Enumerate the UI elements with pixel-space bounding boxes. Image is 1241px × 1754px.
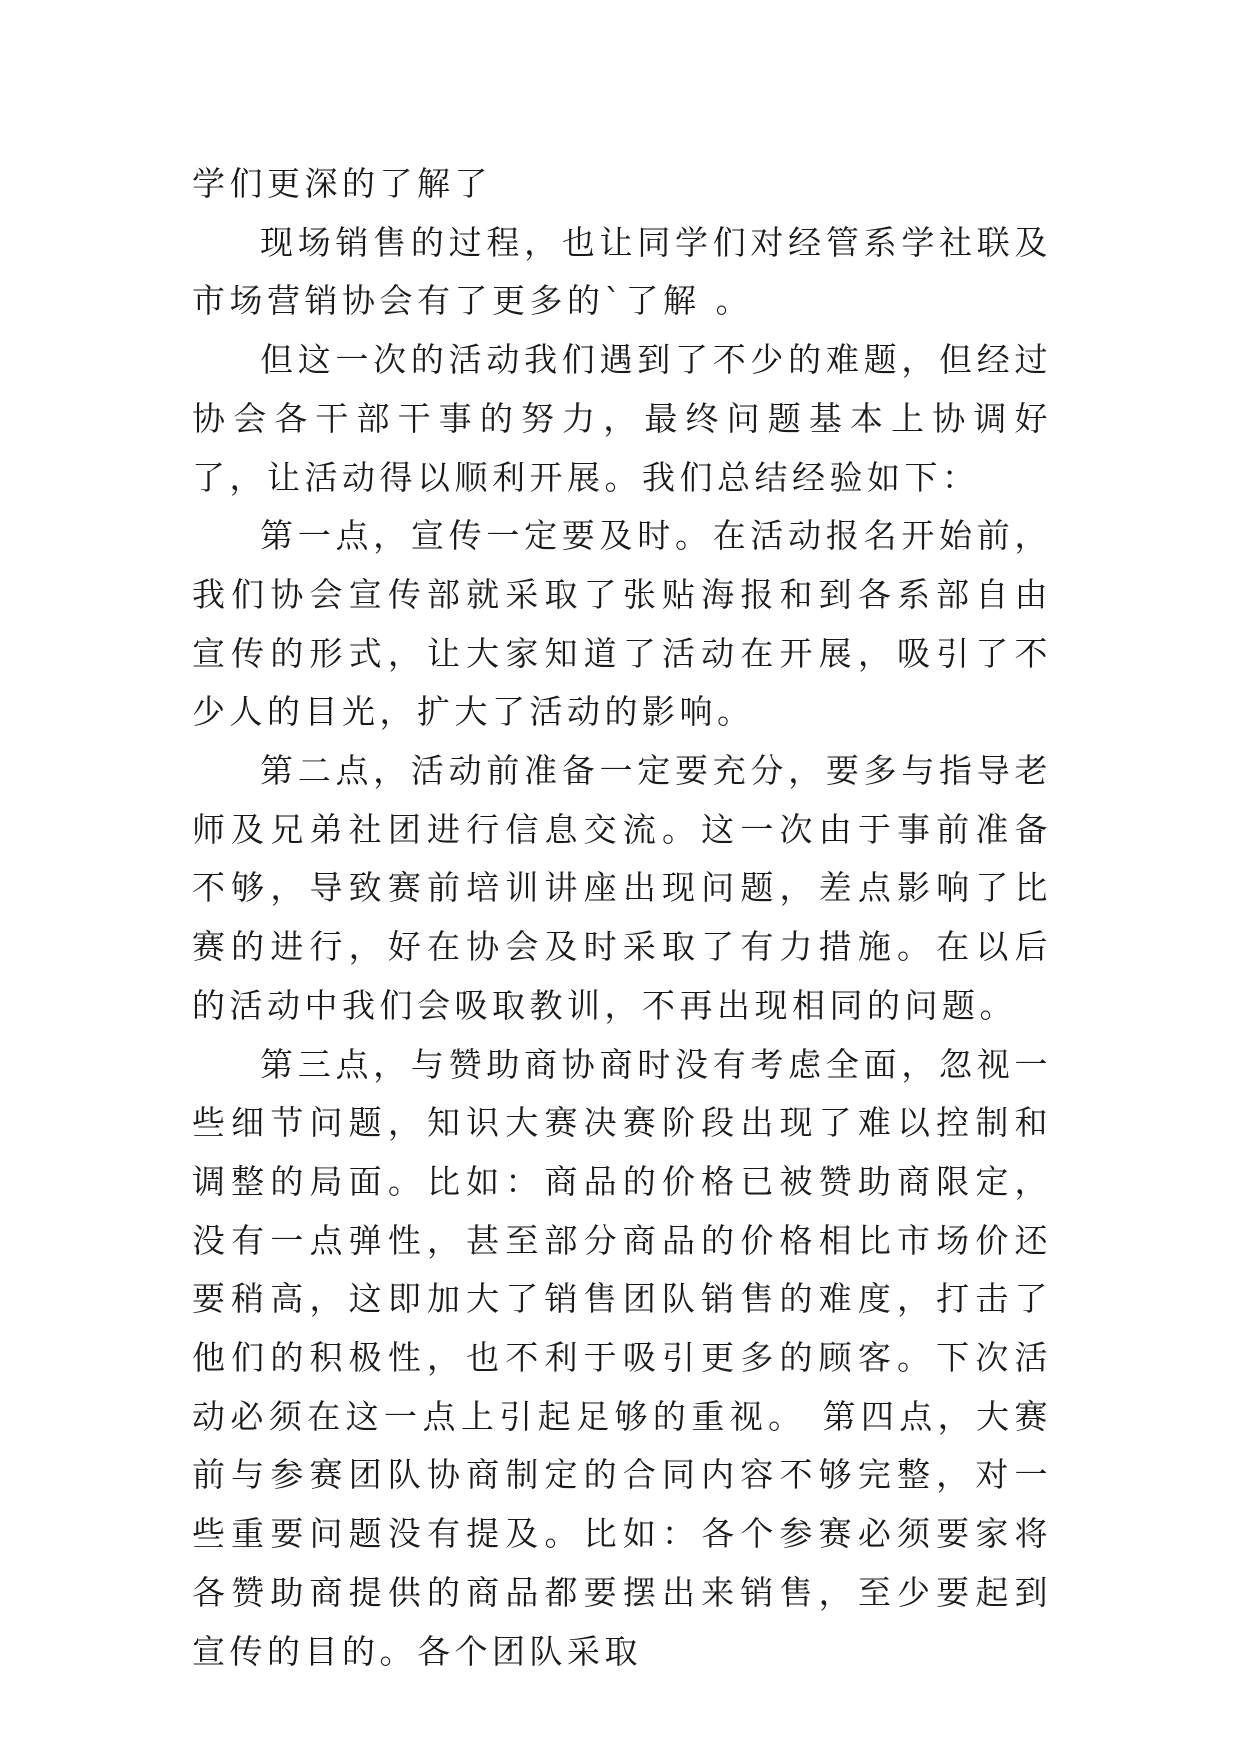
paragraph-point-one: 第一点，宣传一定要及时。在活动报名开始前，我们协会宣传部就采取了张贴海报和到各系部自由宣传的形式，让大家知道了活动在开展，吸引了不少人的目光，扩大了活动的影响。: [192, 516, 1052, 732]
body-text: [192, 155, 1052, 1681]
paragraph-point-three: 第三点，与赞助商协商时没有考虑全面，忽视一些细节问题，知识大赛决赛阶段出现了难以控制和调整的局面。比如：商品的价格已被赞助商限定，没有一点弹性，甚至部分商品的价格相比市场价还要稍高，这即加大了销售团队销售的难度，打击了他们的积极性，也不利于吸引更多的顾客。下次活动必须在这一点上引起足够的重视。 第四点，大赛前与参赛团队协商制定的合同内容不够完整，对一些重要问题没有提及。比如：各个参赛必须要家将各赞助商提供的商品都要摆出来销售，至少要起到宣传的目的。各个团队采取: [192, 1044, 1052, 1671]
paragraph-continuation: 学们更深的了解了: [192, 164, 492, 203]
paragraph-sales-process: 现场销售的过程，也让同学们对经管系学社联及市场营销协会有了更多的`了解 。: [192, 222, 1052, 321]
paragraph-point-two: 第二点，活动前准备一定要充分，要多与指导老师及兄弟社团进行信息交流。这一次由于事前准备不够，导致赛前培训讲座出现问题，差点影响了比赛的进行，好在协会及时采取了有力措施。在以后的活动中我们会吸取教训，不再出现相同的问题。: [192, 751, 1052, 1025]
paragraph-difficulties: 但这一次的活动我们遇到了不少的难题，但经过协会各干部干事的努力，最终问题基本上协调好了，让活动得以顺利开展。我们总结经验如下：: [192, 340, 1052, 497]
